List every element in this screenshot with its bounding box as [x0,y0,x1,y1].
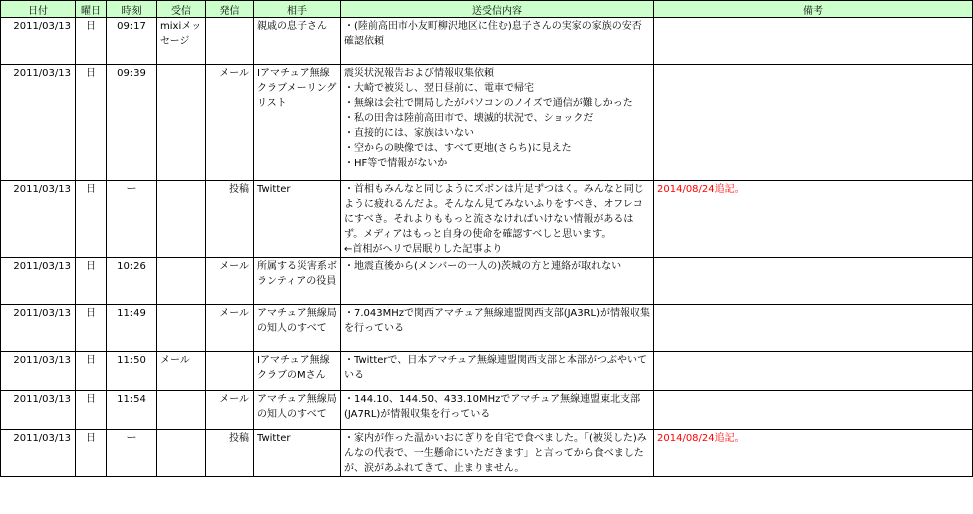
cell-sent: メール [206,258,254,305]
cell-partner: Iアマチュア無線クラブメーリングリスト [254,65,341,181]
cell-time: 10:26 [107,258,157,305]
content-line: ・私の田舎は陸前高田市で、壊滅的状況で、ショックだ [344,113,594,124]
cell-partner: Twitter [254,430,341,477]
content-line: 震災状況報告および情報収集依頼 [344,68,494,79]
content-line: ・144.10、144.50、433.10MHzでアマチュア無線連盟東北支部(JA7RL)が情報収集を行っている [344,394,641,420]
header-note: 備考 [654,1,973,18]
cell-date: 2011/03/13 [1,305,76,352]
cell-content [341,18,654,65]
cell-date: 2011/03/13 [1,18,76,65]
content-line: ・HF等で情報がないか [344,158,448,169]
header-sent: 発信 [206,1,254,18]
cell-time: 11:54 [107,391,157,430]
content-line: ・地震直後から(メンバーの一人の)茨城の方と連絡が取れない [344,261,622,272]
header-received: 受信 [157,1,206,18]
cell-received [157,258,206,305]
cell-partner: 所属する災害系ボランティアの役員 [254,258,341,305]
content-line: ←首相がヘリで居眠りした記事より [344,244,503,255]
cell-note: 2014/08/24追記。 [654,430,973,477]
content-line: ・直接的には、家族はいない [344,128,474,139]
cell-content [341,65,654,181]
cell-content [341,181,654,258]
table-row [1,258,973,305]
cell-note [654,305,973,352]
cell-date: 2011/03/13 [1,391,76,430]
cell-received: mixiメッセージ [157,18,206,65]
cell-weekday: 日 [76,305,107,352]
cell-sent: メール [206,305,254,352]
cell-time: 11:49 [107,305,157,352]
cell-weekday: 日 [76,352,107,391]
cell-partner: アマチュア無線局の知人のすべて [254,305,341,352]
cell-content [341,305,654,352]
cell-weekday: 日 [76,430,107,477]
table-row [1,430,973,477]
header-row [1,1,973,18]
cell-content [341,258,654,305]
cell-date: 2011/03/13 [1,65,76,181]
content-line: ・(陸前高田市小友町柳沢地区に住む)息子さんの実家の家族の安否確認依頼 [344,21,642,47]
cell-weekday: 日 [76,391,107,430]
table-row [1,65,973,181]
cell-weekday: 日 [76,18,107,65]
cell-time: 11:50 [107,352,157,391]
header-date: 日付 [1,1,76,18]
header-weekday: 曜日 [76,1,107,18]
cell-content [341,391,654,430]
cell-sent: メール [206,65,254,181]
cell-received [157,391,206,430]
content-line: ・無線は会社で開局したがパソコンのノイズで通信が難しかった [344,98,633,109]
cell-time: ー [107,181,157,258]
table-row [1,18,973,65]
cell-content [341,430,654,477]
table-row [1,352,973,391]
cell-sent: 投稿 [206,430,254,477]
cell-note [654,391,973,430]
content-line: ・Twitterで、日本アマチュア無線連盟関西支部と本部がつぶやいている [344,355,648,381]
content-line: ・首相もみんなと同じようにズボンは片足ずつはく。みんなと同じように疲れるんだよ。そんなん見てみないふりをすべき、オフレコにすべき。それよりももっと流さなければいけない情報があるはず。メディアはもっと自身の使命を確認すべしと思います。 [344,184,644,240]
cell-time: 09:17 [107,18,157,65]
header-partner: 相手 [254,1,341,18]
content-line: ・家内が作った温かいおにぎりを自宅で食べました。「(被災した)みんなの代表で、一生懸命にいただきます」と言ってから食べましたが、涙があふれてきて、止まりません。 [344,433,647,474]
cell-note [654,18,973,65]
table-row [1,391,973,430]
header-content: 送受信内容 [341,1,654,18]
cell-received [157,305,206,352]
cell-received [157,181,206,258]
cell-partner: Twitter [254,181,341,258]
cell-date: 2011/03/13 [1,430,76,477]
cell-date: 2011/03/13 [1,258,76,305]
cell-note [654,258,973,305]
cell-sent: メール [206,391,254,430]
cell-weekday: 日 [76,181,107,258]
cell-weekday: 日 [76,258,107,305]
content-line: ・7.043MHzで関西アマチュア無線連盟関西支部(JA3RL)が情報収集を行っている [344,308,651,334]
cell-weekday: 日 [76,65,107,181]
cell-partner: アマチュア無線局の知人のすべて [254,391,341,430]
cell-time: ー [107,430,157,477]
cell-partner: Iアマチュア無線クラブのMさん [254,352,341,391]
header-time: 時刻 [107,1,157,18]
cell-content [341,352,654,391]
cell-sent: 投稿 [206,181,254,258]
cell-date: 2011/03/13 [1,181,76,258]
cell-sent [206,352,254,391]
cell-received: メール [157,352,206,391]
cell-time: 09:39 [107,65,157,181]
content-line: ・空からの映像では、すべて更地(さらち)に見えた [344,143,572,154]
table-row [1,305,973,352]
cell-note: 2014/08/24追記。 [654,181,973,258]
table-row [1,181,973,258]
cell-received [157,430,206,477]
cell-sent [206,18,254,65]
content-line: ・大崎で被災し、翌日昼前に、電車で帰宅 [344,83,534,94]
cell-received [157,65,206,181]
cell-note [654,352,973,391]
cell-date: 2011/03/13 [1,352,76,391]
cell-partner: 親戚の息子さん [254,18,341,65]
cell-note [654,65,973,181]
